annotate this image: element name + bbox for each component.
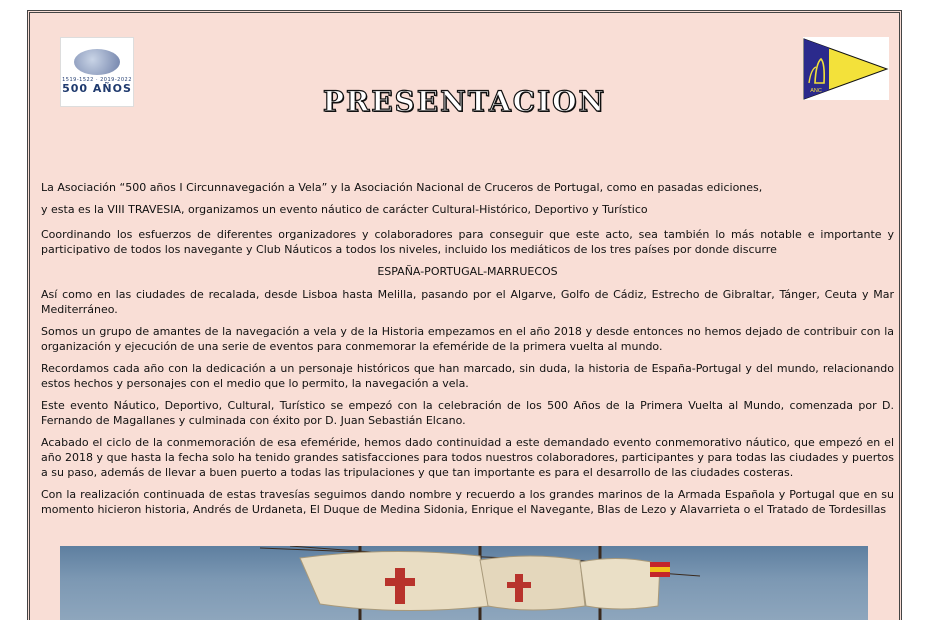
sailing-ship-photo (60, 546, 868, 620)
paragraph: Somos un grupo de amantes de la navegación a vela y de la Historia empezamos en el año 2018 y desde entonces no hemos dejado de contribuir con la organización y ejecución de una serie de eventos para conmemorar la efeméride de la primera vuelta al mundo. (41, 325, 894, 353)
paragraph: Coordinando los esfuerzos de diferentes organizadores y colaboradores para conseguir que este acto, sea también lo más notable e importante y participativo de todos los navegante y Club Náuticos a todos los niveles, incluido los mediáticos de los tres países por donde discurre (41, 228, 894, 256)
presentation-body (41, 180, 894, 524)
sailing-ship-icon (60, 546, 868, 620)
logo-left-years: 1519-1522 · 2019-2022 (62, 77, 132, 83)
logo-right-text: ANC (810, 88, 822, 94)
document-page (27, 10, 902, 620)
page-title: PRESENTACION (322, 85, 607, 118)
paragraph: La Asociación “500 años I Circunnavegación a Vela” y la Asociación Nacional de Cruceros de Portugal, como en pasadas ediciones, (41, 181, 763, 194)
logo-left-title: 500 AÑOS (62, 82, 132, 95)
countries-heading: ESPAÑA-PORTUGAL-MARRUECOS (377, 265, 558, 278)
paragraph: Este evento Náutico, Deportivo, Cultural, Turístico se empezó con la celebración de los 500 Años de la Primera Vuelta al Mundo, comenzada por D. Fernando de Magallanes y culminada con éxito por D. Juan Sebastián Elcano. (41, 399, 894, 427)
paragraph: Recordamos cada año con la dedicación a un personaje históricos que han marcado, sin duda, la historia de España-Portugal y del mundo, relacionando estos hechos y personajes con el medio que lo permito, la navegación a vela. (41, 362, 894, 390)
paragraph: Acabado el ciclo de la conmemoración de esa efeméride, hemos dado continuidad a este demandado evento conmemorativo náutico, que empezó en el año 2018 y que hasta la fecha solo ha tenido grandes satisfacciones para todos nuestros colaboradores, participantes y para todas las ciudades y puertos a su paso, además de llevar a buen puerto a todas las tripulaciones y que tan importante es para el desarrollo de las ciudades costeras. (41, 436, 894, 479)
globe-emblem-icon (74, 49, 120, 75)
paragraph: y esta es la VIII TRAVESIA, organizamos un evento náutico de carácter Cultural-Histórico, Deportivo y Turístico (41, 203, 648, 216)
paragraph: Con la realización continuada de estas travesías seguimos dando nombre y recuerdo a los grandes marinos de la Armada Española y Portugal que en su momento hicieron historia, Andrés de Urdaneta, El Duque de Medina Sidonia, Enrique el Navegante, Blas de Lezo y Alavarrieta o el Tratado de Tordesillas (41, 488, 894, 516)
paragraph: Así como en las ciudades de recalada, desde Lisboa hasta Melilla, pasando por el Algarve, Golfo de Cádiz, Estrecho de Gibraltar, Tánger, Ceuta y Mar Mediterráneo. (41, 288, 894, 316)
